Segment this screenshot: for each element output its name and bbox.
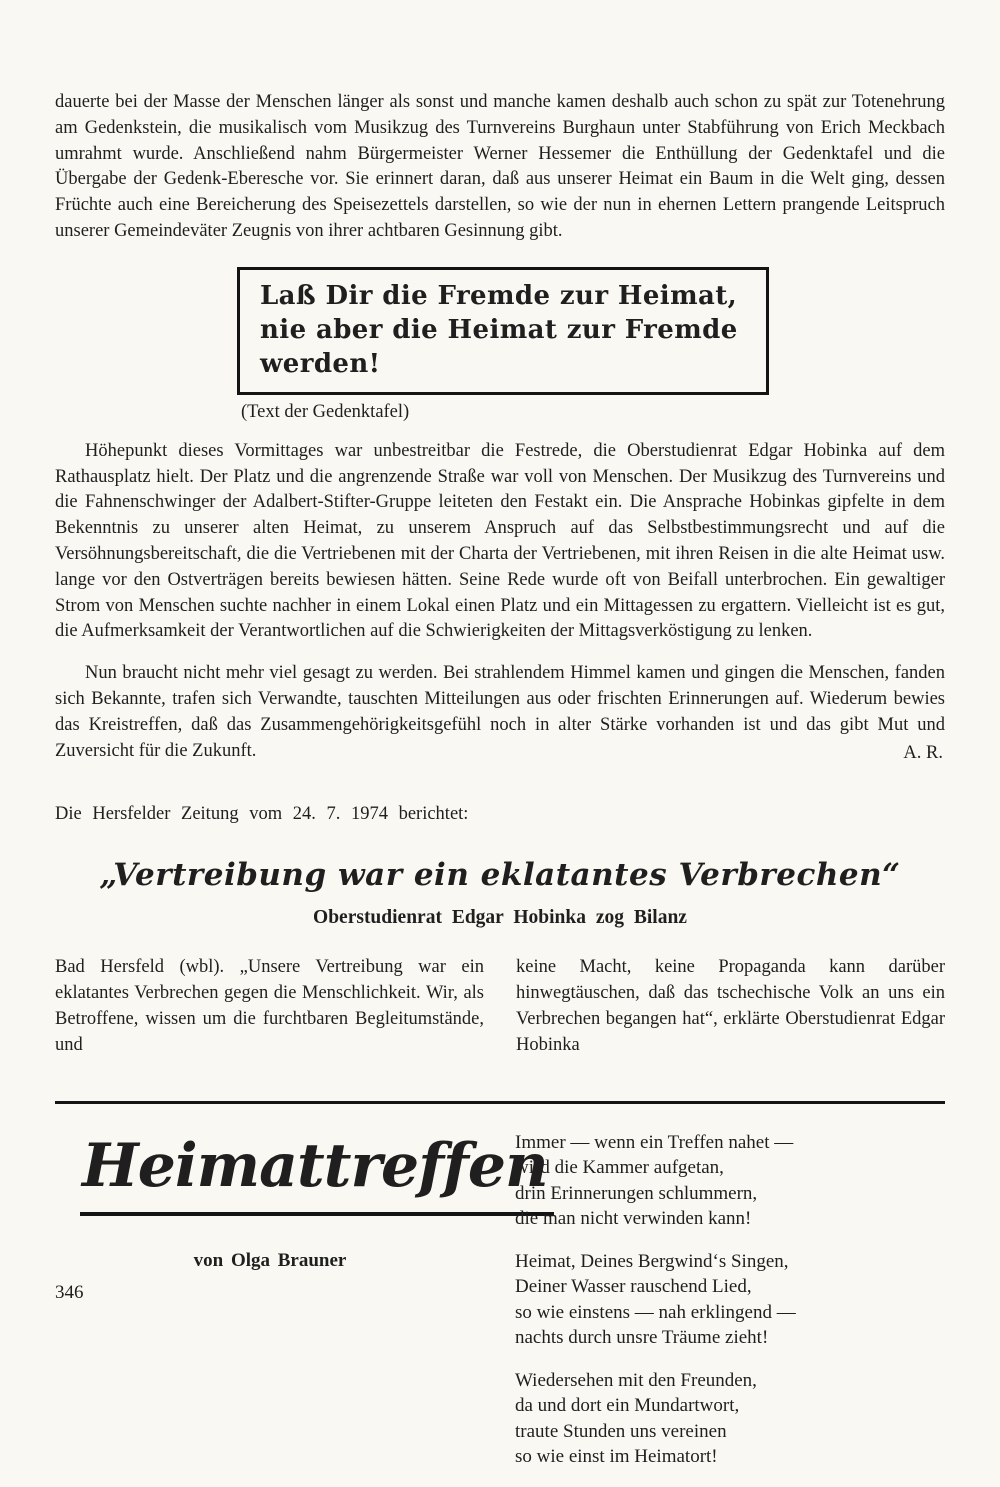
poem-line: Wiedersehen mit den Freunden,: [515, 1369, 757, 1391]
article-subheadline: Oberstudienrat Edgar Hobinka zog Bilanz: [313, 907, 687, 929]
horizontal-divider: [55, 1101, 945, 1104]
festrede-paragraph: Höhepunkt dieses Vormittages war unbestreitbar die Festrede, die Oberstudienrat Edgar Hobinka auf dem Rathausplatz hielt. Der Platz und die angrenzende Straße war voll von Menschen. Der Musikzug des Turnvereins und die Fahnenschwinger der Adalbert-Stifter-Gruppe leiteten den Festakt ein. Die Ansprache Hobinkas gipfelte in dem Bekenntnis zu unserer alten Heimat, zu unserem Anspruch auf das Selbstbestimmungsrecht und auf die Versöhnungsbereitschaft, die die Vertriebenen mit der Charta der Vertriebenen, mit ihren Reisen in die alte Heimat usw. lange vor den Ostverträgen bereits bewiesen hätten. Seine Rede wurde oft von Beifall unterbrochen. Ein gewaltiger Strom von Menschen suchte nachher in einem Lokal einen Platz und ein Mittagessen zu ergattern. Vielleicht ist es gut, die Aufmerksamkeit der Verantwortlichen auf die Schwierigkeiten der Mittagsverköstigung zu lenken.: [55, 440, 945, 642]
memorial-plaque-box: [237, 267, 769, 395]
closing-paragraph: Nun braucht nicht mehr viel gesagt zu werden. Bei strahlendem Himmel kamen und gingen die Menschen, fanden sich Bekannte, trafen sich Verwandte, tauschten Mitteilungen aus oder frischten Erinnerungen auf. Wiederum bewies das Kreistreffen, daß das Zusammengehörigkeitsgefühl noch in alter Stärke vorhanden ist und das gibt Mut und Zuversicht für die Zukunft.: [55, 663, 945, 761]
plaque-line-2: nie aber die Heimat zur Fremde werden!: [260, 314, 738, 379]
closing-paragraph-wrap: [55, 661, 945, 764]
poem-text-block: [515, 1130, 945, 1487]
poem-line: nachts durch unsre Träume zieht!: [515, 1327, 769, 1349]
article-headline: „Vertreibung war ein eklatantes Verbrechen“: [99, 857, 901, 894]
newspaper-source-line: Die Hersfelder Zeitung vom 24. 7. 1974 berichtet:: [55, 804, 469, 825]
poem-title: Heimattreffen: [80, 1134, 554, 1216]
poem-line: da und dort ein Mundartwort,: [515, 1395, 740, 1417]
column-left: Bad Hersfeld (wbl). „Unsere Vertreibung war ein eklatantes Verbrechen gegen die Menschlichkeit. Wir, als Betroffene, wissen um die furchtbaren Begleitumstände, und: [55, 957, 484, 1055]
poem-title-block: [55, 1130, 548, 1487]
poem-line: Deiner Wasser rauschend Lied,: [515, 1276, 752, 1298]
page-number: 346: [55, 1282, 84, 1303]
plaque-line-1: Laß Dir die Fremde zur Heimat,: [260, 280, 738, 311]
column-right: keine Macht, keine Propaganda kann darüber hinwegtäuschen, daß das tschechische Volk an uns ein Verbrechen begangen hat“, erklärte Oberstudienrat Edgar Hobinka: [516, 957, 945, 1055]
plaque-caption: (Text der Gedenktafel): [241, 401, 410, 422]
poem-line: traute Stunden uns vereinen: [515, 1420, 727, 1442]
poem-section: [55, 1130, 945, 1487]
poem-line: die man nicht verwinden kann!: [515, 1208, 752, 1230]
poem-stanza-2: [515, 1249, 945, 1351]
poem-line: so wie einstens — nah erklingend —: [515, 1301, 796, 1323]
poem-line: wird die Kammer aufgetan,: [515, 1157, 724, 1179]
author-initials: A. R.: [903, 743, 943, 764]
memorial-plaque-section: [237, 267, 769, 423]
poem-stanza-1: [515, 1130, 945, 1232]
poem-line: Heimat, Deines Bergwind‘s Singen,: [515, 1250, 789, 1272]
continuation-paragraph: dauerte bei der Masse der Menschen länger als sonst und manche kamen deshalb auch schon zu spät zur Totenehrung am Gedenkstein, die musikalisch vom Musikzug des Turnvereins Burghaun unter Stabführung von Erich Meckbach umrahmt wurde. Anschließend nahm Bürgermeister Werner Hessemer die Enthüllung der Gedenktafel und die Übergabe der Gedenk-Eberesche vor. Sie erinnert daran, daß aus unserer Heimat ein Baum in die Welt ging, dessen Früchte auch eine Bereicherung des Speisezettels darstellen, so wie der nun in ehernen Lettern prangende Leitspruch unserer Gemeindeväter Zeugnis von ihrer achtbaren Gesinnung gibt.: [55, 92, 945, 241]
poem-line: Immer — wenn ein Treffen nahet —: [515, 1131, 794, 1153]
two-column-text: [55, 955, 945, 1058]
poem-line: so wie einst im Heimatort!: [515, 1446, 718, 1468]
poem-stanza-3: [515, 1368, 945, 1470]
poem-line: drin Erinnerungen schlummern,: [515, 1182, 758, 1204]
poem-byline: von Olga Brauner: [193, 1249, 347, 1271]
